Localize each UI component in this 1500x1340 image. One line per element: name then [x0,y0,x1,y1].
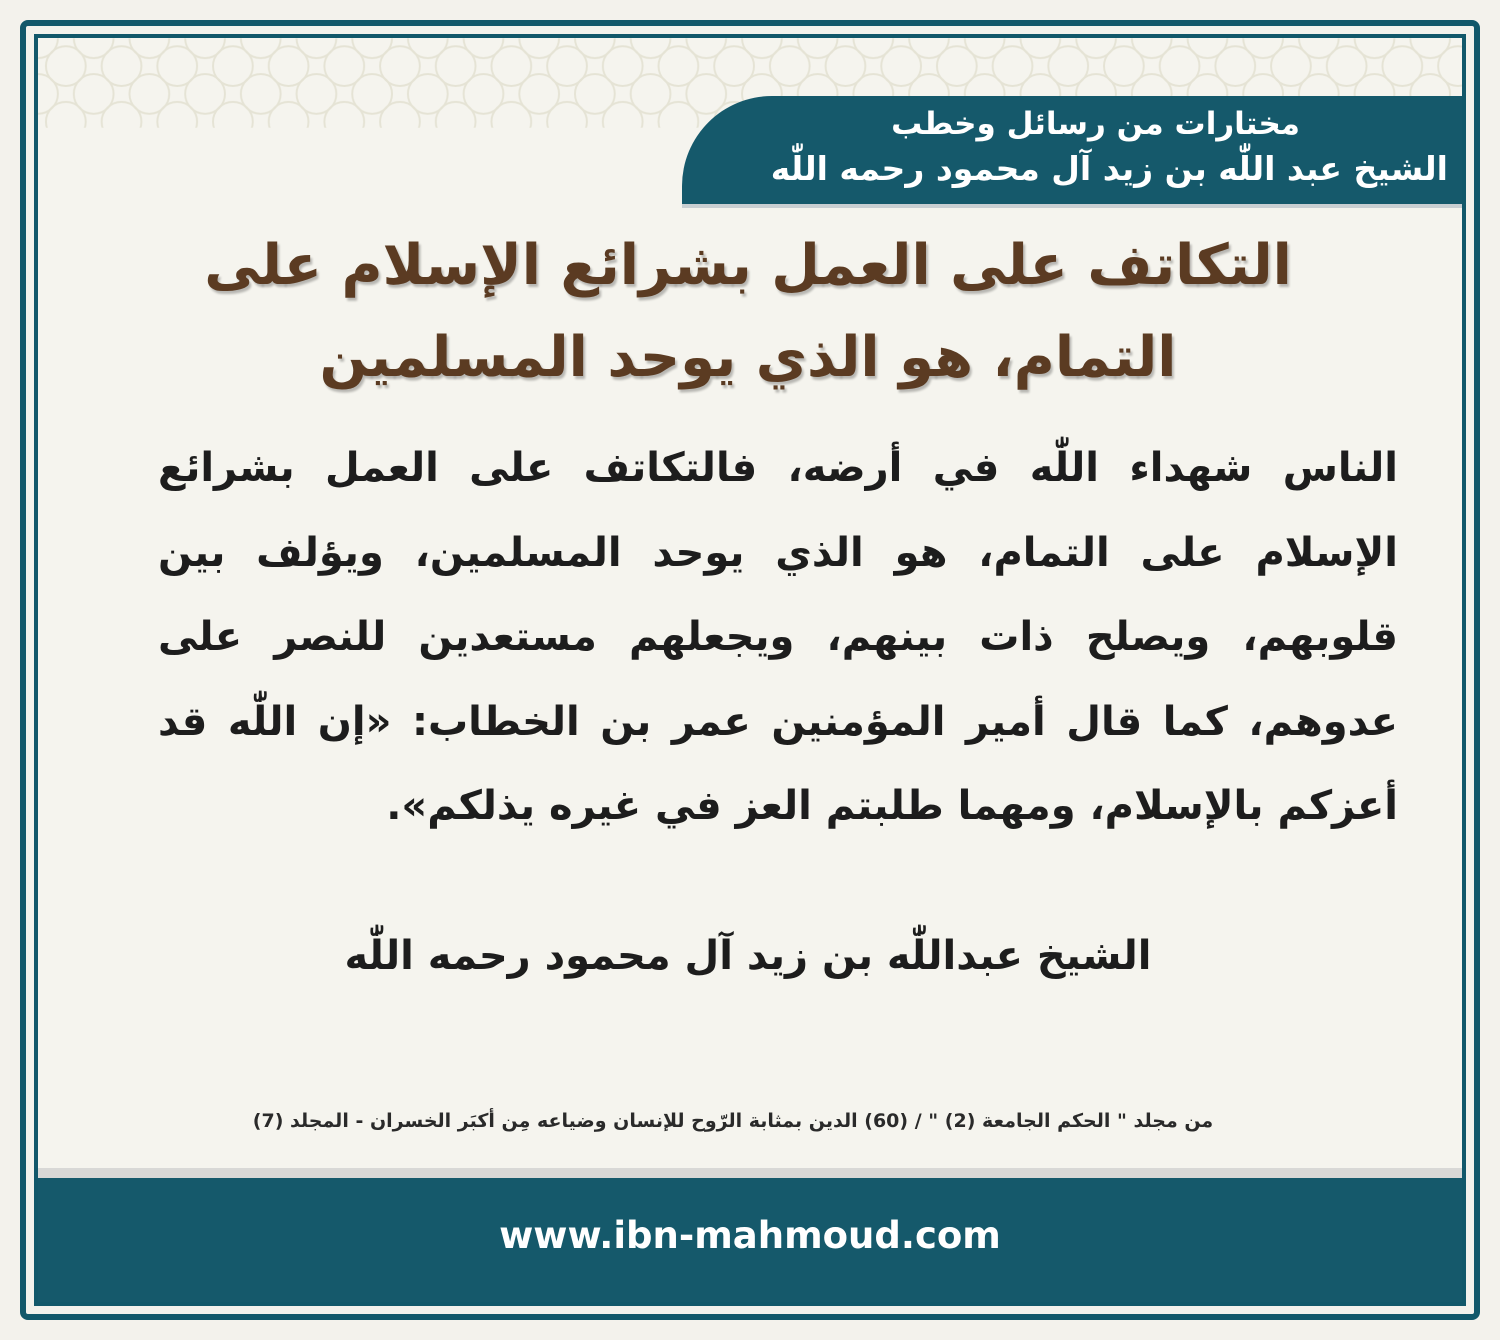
series-title: مختارات من رسائل وخطب [891,106,1300,142]
website-link[interactable]: www.ibn-mahmoud.com [499,1214,1001,1257]
footer-bar [38,1178,1462,1306]
quote-headline: التكاتف على العمل بشرائع الإسلام على التمام، هو الذي يوحد المسلمين [204,233,1292,390]
footer-divider [38,1168,1462,1178]
header-banner [682,96,1462,204]
quote-body: الناس شهداء اللّٰه في أرضه، فالتكاتف على العمل بشرائع الإسلام على التمام، هو الذي يوحد المسلمين، ويؤلف بين قلوبهم، ويصلح ذات بينهم، ويجعلهم مستعدين للنصر على عدوهم، كما قال أمير المؤمنين عمر بن الخطاب: «إن اللّٰه قد أعزكم بالإسلام، ومهما طلبتم العز في غيره يذلكم». [158,445,1398,829]
card [34,34,1466,1306]
source-citation: من مجلد " الحكم الجامعة (2) " / (60) الدين بمثابة الرّوح للإنسان وضياعه مِن أكبَر الخسران - المجلد (7) [252,1110,1214,1132]
author-title: الشيخ عبد اللّٰه بن زيد آل محمود رحمه اللّٰه [770,149,1448,188]
author-signature: الشيخ عبداللّٰه بن زيد آل محمود رحمه اللّٰه [344,933,1152,979]
